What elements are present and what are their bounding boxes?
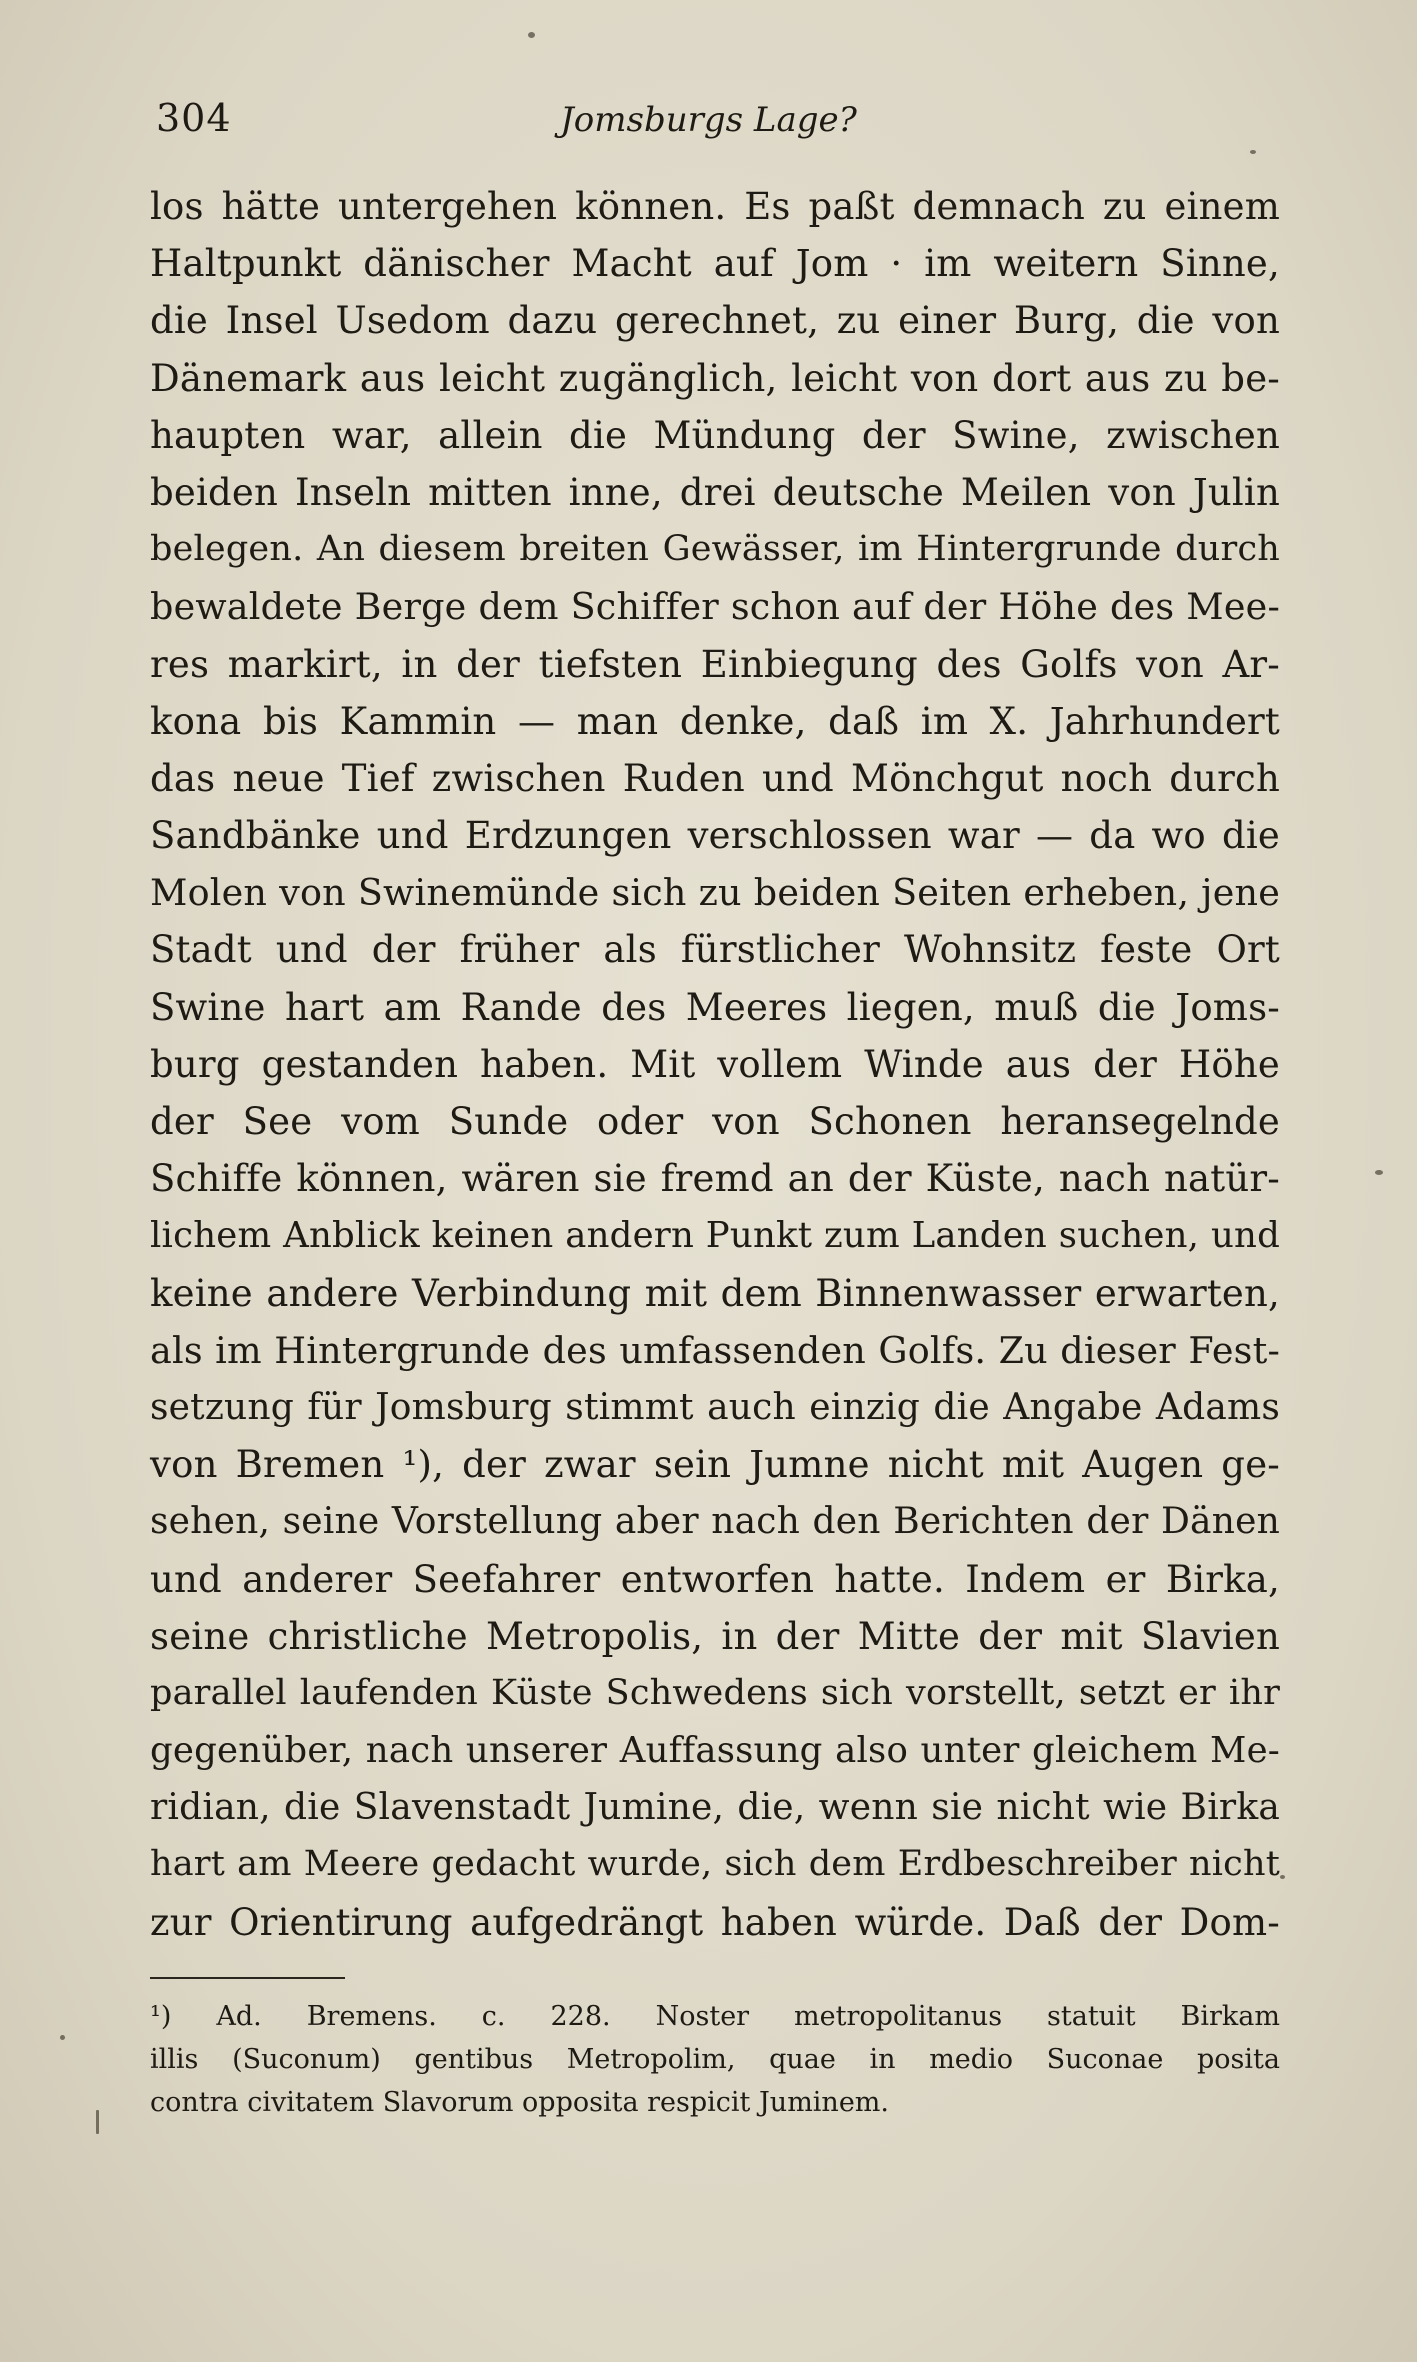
text-line: belegen. An diesem breiten Gewässer, im Hintergrunde durch: [150, 529, 1280, 570]
text-line: Swine hart am Rande des Meeres liegen, muß die Joms-: [150, 985, 1280, 1029]
page-header: [150, 92, 1267, 152]
text-line: die Insel Usedom dazu gerechnet, zu einer Burg, die von: [150, 299, 1280, 343]
text-line: keine andere Verbindung mit dem Binnenwasser erwarten,: [150, 1271, 1280, 1315]
text-line: von Bremen ¹), der zwar sein Jumne nicht mit Augen ge-: [150, 1443, 1280, 1487]
text-line: Haltpunkt dänischer Macht auf Jom · im weitern Sinne,: [150, 242, 1280, 286]
footnote-line: ¹) Ad. Bremens. c. 228. Noster metropolitanus statuit Birkam: [150, 2001, 1280, 2032]
text-line: los hätte untergehen können. Es paßt demnach zu einem: [150, 185, 1280, 228]
text-line: Schiffe können, wären sie fremd an der Küste, nach natür-: [150, 1157, 1280, 1201]
footnote-line: illis (Suconum) gentibus Metropolim, quae in medio Suconae posita: [150, 2044, 1280, 2075]
text-line: Stadt und der früher als fürstlicher Wohnsitz feste Ort: [150, 928, 1280, 972]
text-line: lichem Anblick keinen andern Punkt zum Landen suchen, und: [150, 1215, 1280, 1257]
footnotes: [150, 1995, 1280, 2124]
scan-speck: [96, 2110, 99, 2134]
text-line: und anderer Seefahrer entworfen hatte. Indem er Birka,: [150, 1557, 1280, 1601]
text-line: Molen von Swinemünde sich zu beiden Seiten erheben, jene: [150, 871, 1280, 915]
text-line: kona bis Kammin — man denke, daß im X. Jahrhundert: [150, 699, 1280, 743]
text-line: parallel laufenden Küste Schwedens sich vorstellt, setzt er ihr: [150, 1672, 1280, 1713]
scan-speck: [528, 32, 535, 38]
text-line: Sandbänke und Erdzungen verschlossen war — da wo die: [150, 814, 1280, 858]
text-line: beiden Inseln mitten inne, drei deutsche Meilen von Julin: [150, 470, 1280, 514]
body-text: [150, 178, 1280, 1951]
text-line: sehen, seine Vorstellung aber nach den Berichten der Dänen: [150, 1501, 1280, 1543]
text-line: burg gestanden haben. Mit vollem Winde aus der Höhe: [150, 1042, 1280, 1086]
scan-speck: [1375, 1170, 1383, 1175]
footnote-divider: [150, 1977, 345, 1979]
text-line: haupten war, allein die Mündung der Swine, zwischen: [150, 413, 1280, 457]
scan-speck: [60, 2035, 65, 2040]
text-line: setzung für Jomsburg stimmt auch einzig die Angabe Adams: [150, 1386, 1280, 1428]
footnote-line: contra civitatem Slavorum opposita respicit Juminem.: [150, 2087, 889, 2118]
text-line: res markirt, in der tiefsten Einbiegung des Golfs von Ar-: [150, 642, 1280, 686]
page-number: 304: [156, 96, 232, 140]
scan-speck: [1250, 150, 1256, 154]
text-line: gegenüber, nach unserer Auffassung also unter gleichem Me-: [150, 1730, 1280, 1772]
text-line: Dänemark aus leicht zugänglich, leicht von dort aus zu be-: [150, 356, 1280, 400]
text-line: als im Hintergrunde des umfassenden Golfs. Zu dieser Fest-: [150, 1328, 1280, 1372]
text-line: das neue Tief zwischen Ruden und Mönchgut noch durch: [150, 756, 1280, 800]
scan-speck: [1280, 1875, 1285, 1879]
text-line: hart am Meere gedacht wurde, sich dem Erdbeschreiber nicht: [150, 1844, 1280, 1885]
text-line: zur Orientirung aufgedrängt haben würde. Daß der Dom-: [150, 1900, 1280, 1944]
text-line: der See vom Sunde oder von Schonen heransegelnde: [150, 1100, 1280, 1143]
text-line: bewaldete Berge dem Schiffer schon auf der Höhe des Mee-: [150, 585, 1280, 629]
text-line: seine christliche Metropolis, in der Mitte der mit Slavien: [150, 1614, 1280, 1658]
running-title: Jomsburgs Lage?: [560, 100, 857, 140]
text-line: ridian, die Slavenstadt Jumine, die, wenn sie nicht wie Birka: [150, 1787, 1280, 1829]
